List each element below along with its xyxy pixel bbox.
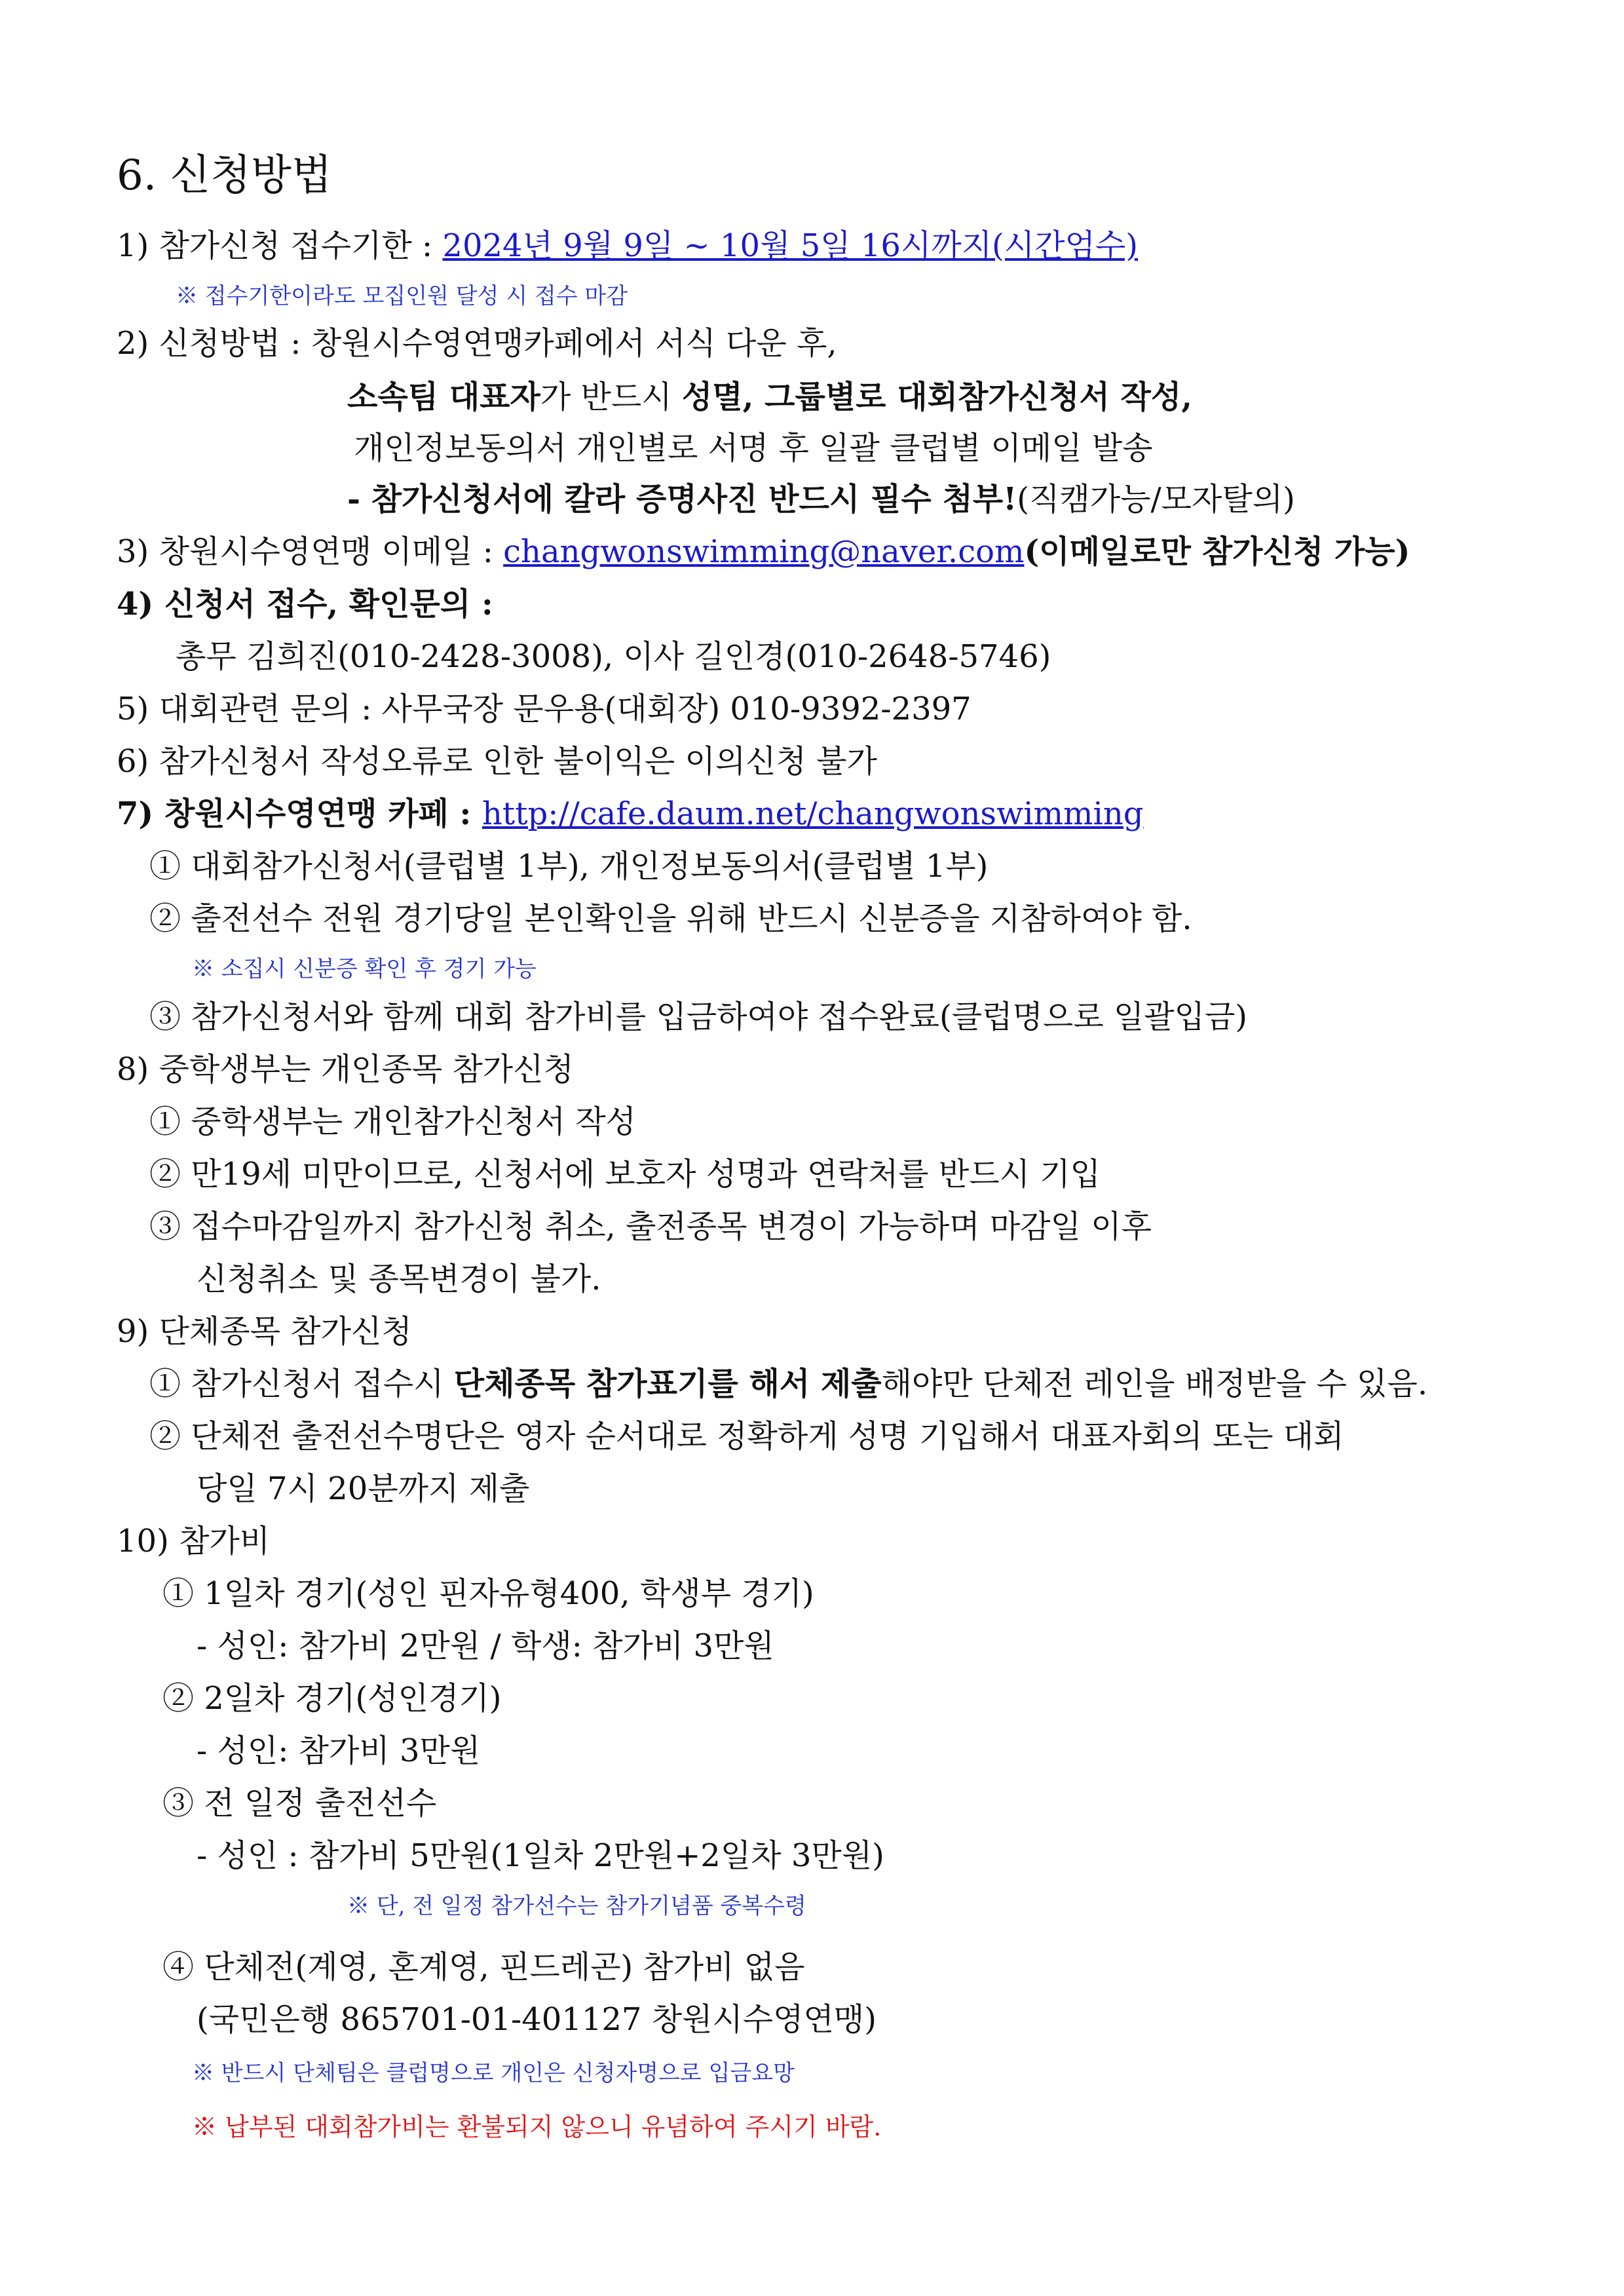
- middle-school-label: 8) 중학생부는 개인종목 참가신청: [117, 1051, 574, 1088]
- bank-account: (국민은행 865701-01-401127 창원시수영연맹): [197, 2001, 877, 2038]
- error-notice: 6) 참가신청서 작성오류로 인한 불이익은 이의신청 불가: [117, 743, 877, 780]
- section-title: 6. 신청방법: [117, 151, 332, 200]
- method-line-2: [347, 377, 1192, 417]
- cafe-item-3: ③ 참가신청서와 함께 대회 참가비를 입금하여야 접수완료(클럽명으로 일괄입금): [149, 999, 1248, 1035]
- middle-school-item-3b: 신청취소 및 종목변경이 불가.: [197, 1261, 601, 1297]
- cafe-link[interactable]: http://cafe.daum.net/changwonswimming: [482, 795, 1144, 832]
- method-photo-bold: - 참가신청서에 칼라 증명사진 반드시 필수 첨부!: [347, 481, 1017, 518]
- middle-school-item-3: ③ 접수마감일까지 참가신청 취소, 출전종목 변경이 가능하며 마감일 이후: [149, 1208, 1152, 1245]
- method-line-3: 개인정보동의서 개인별로 서명 후 일괄 클럽별 이메일 발송: [354, 430, 1153, 467]
- deadline-value: 2024년 9월 9일 ~ 10월 5일 16시까지(시간엄수): [442, 227, 1138, 264]
- fee-item-3-detail: - 성인 : 참가비 5만원(1일차 2만원+2일차 3만원): [197, 1837, 884, 1874]
- inquiry-label: 4) 신청서 접수, 확인문의 :: [117, 586, 493, 622]
- cafe-item-2: ② 출전선수 전원 경기당일 본인확인을 위해 반드시 신분증을 지참하여야 함.: [149, 900, 1192, 937]
- method-bold-2: 성멸, 그룹별로 대회참가신청서 작성,: [681, 379, 1192, 415]
- fee-item-2-detail: - 성인: 참가비 3만원: [197, 1732, 481, 1769]
- fee-item-3: ③ 전 일정 출전선수: [162, 1785, 437, 1822]
- team-item-1-bold: 단체종목 참가표기를 해서 제출: [453, 1366, 882, 1402]
- team-item-1: [149, 1364, 1427, 1404]
- deadline-line: [117, 226, 1138, 265]
- email-line: [117, 532, 1410, 571]
- fee-item-1: ① 1일차 경기(성인 핀자유형400, 학생부 경기): [162, 1575, 814, 1612]
- cafe-label: 7) 창원시수영연맹 카페 :: [117, 795, 482, 832]
- fee-item-1-detail: - 성인: 참가비 2만원 / 학생: 참가비 3만원: [197, 1628, 774, 1664]
- team-item-1-pre: ① 참가신청서 접수시: [149, 1366, 454, 1402]
- team-item-1-post: 해야만 단체전 레인을 배정받을 수 있음.: [881, 1366, 1428, 1402]
- fee-item-4: ④ 단체전(계영, 혼계영, 핀드레곤) 참가비 없음: [162, 1949, 805, 1985]
- email-rest: (이메일로만 참가신청 가능): [1024, 533, 1410, 570]
- method-bold-1: 소속팀 대표자: [347, 379, 540, 415]
- method-mid: 가 반드시: [540, 379, 682, 415]
- team-item-2b: 당일 7시 20분까지 제출: [197, 1470, 530, 1507]
- method-label: 2) 신청방법 :: [117, 325, 311, 362]
- cafe-item-1: ① 대회참가신청서(클럽별 1부), 개인정보동의서(클럽별 1부): [149, 848, 989, 885]
- method-photo-rest: (직캠가능/모자탈의): [1017, 481, 1295, 518]
- deadline-label: 1) 참가신청 접수기한 :: [117, 227, 443, 264]
- fee-item-3-note: ※ 단, 전 일정 참가선수는 참가기념품 중복수령: [347, 1893, 806, 1919]
- method-line-4: [347, 480, 1295, 519]
- cafe-line: [117, 794, 1144, 833]
- inquiry-contacts: 총무 김희진(010-2428-3008), 이사 길인경(010-2648-5746): [176, 638, 1051, 675]
- deadline-note: ※ 접수기한이라도 모집인원 달성 시 접수 마감: [176, 283, 628, 309]
- team-item-2: ② 단체전 출전선수명단은 영자 순서대로 정확하게 성명 기입해서 대표자회의 또는 대회: [149, 1418, 1344, 1455]
- email-label: 3) 창원시수영연맹 이메일 :: [117, 533, 504, 570]
- event-inquiry: 5) 대회관련 문의 : 사무국장 문우용(대회장) 010-9392-2397: [117, 691, 972, 727]
- cafe-note: ※ 소집시 신분증 확인 후 경기 가능: [192, 956, 537, 982]
- deposit-note: ※ 반드시 단체팀은 클럽명으로 개인은 신청자명으로 입금요망: [192, 2060, 795, 2086]
- fee-item-2: ② 2일차 경기(성인경기): [162, 1680, 502, 1717]
- middle-school-item-2: ② 만19세 미만이므로, 신청서에 보호자 성명과 연락처를 반드시 기입: [149, 1156, 1101, 1193]
- team-label: 9) 단체종목 참가신청: [117, 1313, 412, 1350]
- email-link[interactable]: changwonswimming@naver.com: [503, 533, 1025, 570]
- fee-label: 10) 참가비: [117, 1523, 271, 1559]
- middle-school-item-1: ① 중학생부는 개인참가신청서 작성: [149, 1103, 636, 1140]
- method-text: 창원시수영연맹카페에서 서식 다운 후,: [311, 325, 837, 362]
- method-line: [117, 324, 837, 363]
- refund-note: ※ 납부된 대회참가비는 환불되지 않으니 유념하여 주시기 바람.: [192, 2113, 882, 2141]
